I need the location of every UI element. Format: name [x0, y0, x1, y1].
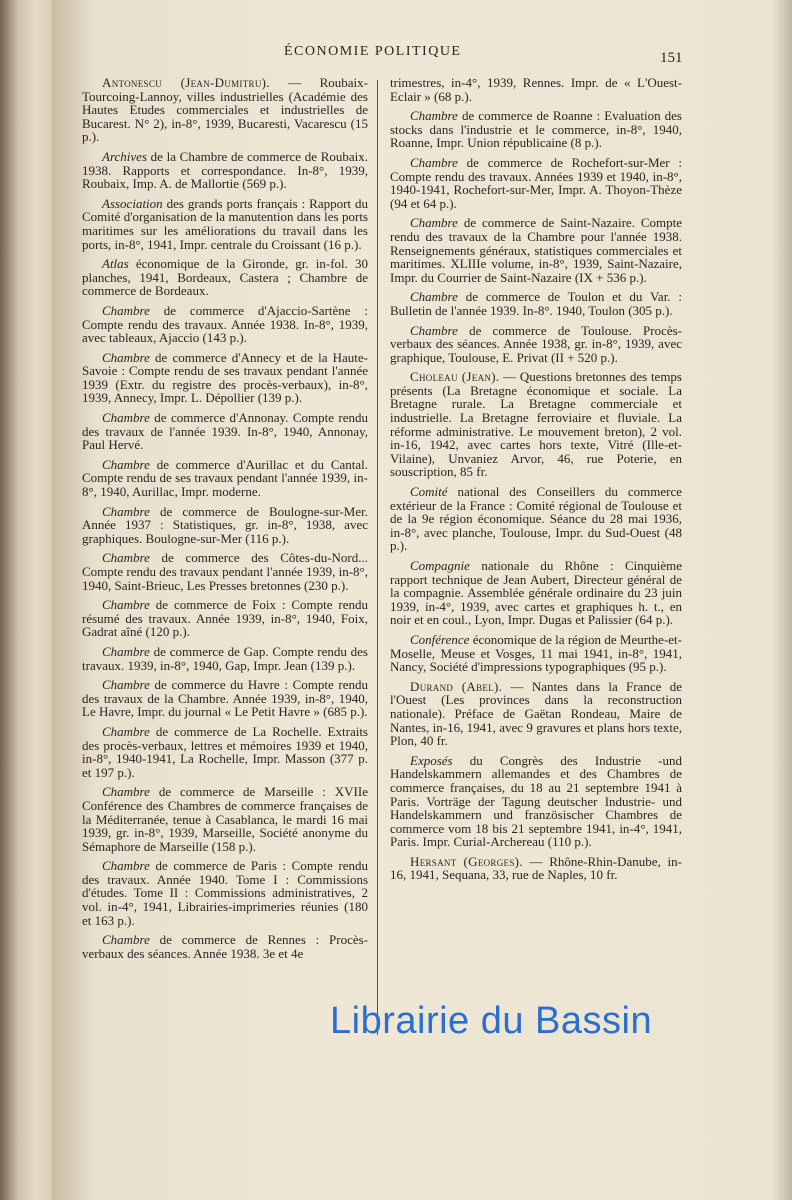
entry-body: — Rhône-Rhin-Danube, in-16, 1941, Sequana, 33, rue de Naples, 10 fr. [390, 853, 682, 883]
entry-body: de commerce de Marseille : XVIIe Conférence des Chambres de commerce françaises de la Méditerranée, tenue à Casablanca, le mardi 16 mai 1939, gr. in-8°, 1939, Marseille, Société anonyme du Sémaphore de Marseille (158 p.). [82, 784, 368, 854]
entry-lead-word: Exposés [410, 752, 453, 768]
entry-lead-word: Chambre [102, 410, 150, 426]
entry-lead-word: Conférence [410, 631, 470, 647]
bibliography-entry [82, 458, 368, 499]
bibliography-entry [82, 505, 368, 546]
entry-body: national des Conseillers du commerce extérieur de la France : Comité régional de Toulouse et de la 9e région économique. Séance du 28 mai 1936, in-8°, avec planche, Toulouse, Impr. du Sud-Ouest (48 p.). [390, 484, 682, 554]
entry-body: — Nantes dans la France de l'Ouest (Les provinces dans la reconstruction nationale). Préface de Gaëtan Rondeau, Maire de Nantes, in-16, 1941, avec 9 gravures et plans hors texte, Plon, 40 fr. [390, 678, 683, 749]
bibliography-entry [390, 109, 682, 150]
entry-lead-word: Chambre [102, 643, 150, 659]
entry-body: de commerce de Rochefort-sur-Mer : Compte rendu des travaux. Années 1939 et 1940, in-8°, 1940-1941, Rochefort-sur-Mer, Impr. A. Thoyon-Thèze (94 et 64 p.). [390, 154, 682, 211]
entry-body: de commerce de Roanne : Evaluation des stocks dans l'industrie et le commerce, in-8°, 1940, Roanne, Impr. Union républicaine (8 p.). [390, 108, 682, 151]
entry-body: de commerce d'Aurillac et du Cantal. Compte rendu de ses travaux pendant l'année 1939, in-8°, 1940, Aurillac, Impr. moderne. [82, 456, 368, 500]
bibliography-entry [390, 633, 682, 674]
entry-body: des grands ports français : Rapport du Comité d'organisation de la manutention dans les ports maritimes sur les améliorations du travail dans les ports, in-8°, 1941, Impr. centrale du Croissant (16 p.). [82, 195, 368, 252]
entry-body: trimestres, in-4°, 1939, Rennes. Impr. de « L'Ouest-Eclair » (68 p.). [390, 75, 682, 104]
bibliography-entry [390, 680, 682, 748]
bibliography-entry [390, 290, 682, 317]
entry-body: — Roubaix-Tourcoing-Lannoy, villes industrielles (Académie des Hautes Etudes commerciales et industrielles de Bucarest. N° 2), in-8°, 1939, Bucaresti, Vacarescu (15 p.). [82, 75, 368, 145]
watermark: Librairie du Bassin [330, 1000, 653, 1042]
entry-lead-word: Chambre [102, 550, 150, 566]
entry-body: de commerce de Paris : Compte rendu des travaux. Année 1940. Tome I : Commissions d'études. Tome II : Commissions administratives, 2 vol. in-4°, 1941, Librairies-imprimeries réunies (180 et 163 p.). [82, 858, 368, 928]
page-number: 151 [660, 50, 683, 66]
entry-author: Hersant (Georges). [410, 853, 523, 869]
entry-lead-word: Compagnie [410, 558, 470, 573]
bibliography-entry [390, 76, 682, 103]
entry-body: de commerce de Boulogne-sur-Mer. Année 1937 : Statistiques, gr. in-8°, 1938, avec graphiques. Boulogne-sur-Mer (116 p.). [82, 503, 368, 546]
entry-body: de commerce de Gap. Compte rendu des travaux. 1939, in-8°, 1940, Gap, Impr. Jean (139 p.). [82, 643, 368, 673]
entry-lead-word: Chambre [410, 215, 458, 231]
bibliography-entry [82, 645, 368, 672]
entry-lead-word: Chambre [102, 456, 150, 472]
bibliography-entry [82, 150, 368, 191]
entry-body: de commerce des Côtes-du-Nord... Compte rendu des travaux pendant l'année 1939, in-8°, 1940, Saint-Brieuc, Les Presses bretonnes (230 p.). [82, 550, 368, 593]
bibliography-entry [82, 304, 368, 345]
bibliography-entry [82, 257, 368, 298]
entry-author: Choleau (Jean). [410, 369, 500, 385]
entry-lead-word: Comité [410, 484, 448, 500]
entry-lead-word: Chambre [102, 597, 150, 613]
column-divider [377, 80, 378, 1035]
entry-body: de commerce de Toulouse. Procès-verbaux des séances. Année 1938, gr. in-8°, 1939, avec graphique, Toulouse, E. Privat (II + 520 p.). [390, 322, 682, 365]
entry-body: de commerce de Foix : Compte rendu résumé des travaux. Année 1939, in-8°, 1940, Foix, Gadrat aîné (120 p.). [82, 597, 368, 640]
bleed-through-text [2, 78, 46, 81]
bibliography-entry [82, 76, 368, 144]
entry-body: du Congrès des Industrie -und Handelskammern allemandes et des Chambres de commerce françaises, du 18 au 21 septembre 1941 à Paris. Vorträge der Tagung deutscher Industrie- und Handelskammern und französischer Chambres de commerce vom 18 bis 21 septembre 1941, in-4°, 1941, Paris. Impr. Curial-Archereau (110 p.). [390, 752, 682, 850]
entry-body: économique de la Gironde, gr. in-fol. 30 planches, 1941, Bordeaux, Castera ; Chambre de commerce de Bordeaux. [82, 256, 368, 299]
bibliography-entry [82, 859, 368, 927]
left-column [82, 76, 368, 966]
bibliography-entry [82, 551, 368, 592]
entry-lead-word: Chambre [102, 784, 150, 800]
entry-body: de commerce d'Annecy et de la Haute-Savoie : Compte rendu de ses travaux pendant l'année 1939 (Extr. du registre des procès-verbaux), in-8°, 1939, Annecy, Impr. L. Dépollier (139 p.). [82, 349, 368, 406]
bibliography-entry [390, 754, 682, 849]
entry-lead-word: Chambre [102, 503, 150, 519]
bibliography-entry [82, 351, 368, 405]
entry-author: Durand (Abel). [410, 678, 503, 694]
bibliography-entry [390, 485, 682, 553]
bibliography-entry [82, 197, 368, 251]
entry-author: Antonescu (Jean-Dumitru). [102, 75, 270, 90]
entry-lead-word: Chambre [102, 932, 150, 948]
entry-body: de commerce d'Annonay. Compte rendu des travaux de l'année 1939. In-8°, 1940, Annonay, Paul Hervé. [82, 410, 368, 453]
bibliography-entry [390, 156, 682, 210]
book-gutter [0, 0, 52, 1200]
bibliography-entry [390, 324, 682, 365]
entry-body: de commerce d'Ajaccio-Sartène : Compte rendu des travaux. Année 1938. In-8°, 1939, avec tableaux, Ajaccio (143 p.). [82, 302, 368, 346]
bibliography-entry [82, 933, 368, 960]
entry-body: nationale du Rhône : Cinquième rapport technique de Jean Aubert, Directeur général de la compagnie. Assemblée générale ordinaire du 23 juin 1939, in-4°, 1939, avec cartes et graphiques h. t., en noir et en coul., Lyon, Impr. Dugas et Palissier (64 p.). [390, 558, 682, 628]
bibliography-entry [390, 370, 682, 479]
entry-lead-word: Chambre [102, 302, 150, 318]
page-edge-shadow [772, 0, 792, 1200]
entry-lead-word: Atlas [102, 256, 129, 272]
entry-body: de commerce du Havre : Compte rendu des travaux de la Chambre. Année 1939, in-8°, 1940, Le Havre, Impr. du journal « Le Petit Havre » (685 p.). [82, 677, 368, 720]
bibliography-entry [82, 598, 368, 639]
entry-lead-word: Chambre [410, 108, 458, 124]
right-column [390, 76, 682, 888]
bibliography-entry [82, 785, 368, 853]
entry-lead-word: Chambre [102, 349, 150, 365]
bibliography-entry [82, 411, 368, 452]
bibliography-entry [82, 725, 368, 779]
running-title: ÉCONOMIE POLITIQUE [284, 44, 462, 59]
entry-body: de commerce de Saint-Nazaire. Compte rendu des travaux de la Chambre pour l'année 1938. Renseignements généraux, statistiques commerciales et maritimes. XLIIIe volume, in-8°, 1939, Saint-Nazaire, Impr. du Courrier de Saint-Nazaire (IX + 536 p.). [390, 215, 682, 285]
entry-lead-word: Association [102, 195, 163, 211]
bibliography-entry [390, 559, 682, 627]
entry-lead-word: Chambre [102, 723, 150, 739]
entry-body: de la Chambre de commerce de Roubaix. 1938. Rapports et correspondance. In-8°, 1939, Roubaix, Imp. A. de Mallortie (569 p.). [82, 148, 368, 192]
entry-lead-word: Chambre [102, 677, 150, 693]
entry-lead-word: Chambre [410, 289, 458, 305]
bibliography-entry [82, 678, 368, 719]
bibliography-entry [390, 855, 682, 882]
entry-lead-word: Chambre [410, 322, 458, 338]
entry-body: — Questions bretonnes des temps présents (La Bretagne économique et sociale. La Bretagne rurale. La Bretagne commerciale et industrielle. La Bretagne ferroviaire et fluviale. La réforme administrative. Le mouvement breton), 2 vol. in-16, 1942, avec cartes hors texte, Vitré (Ille-et-Vilaine), Unvaniez Arvor, 46, rue Poterie, en souscription, 85 fr. [390, 369, 682, 480]
entry-body: de commerce de Rennes : Procès-verbaux des séances. Année 1938. 3e et 4e [82, 932, 368, 961]
entry-body: de commerce de Toulon et du Var. : Bulletin de l'année 1939. In-8°. 1940, Toulon (305 p.). [390, 289, 682, 318]
entry-lead-word: Archives [102, 148, 147, 164]
entry-lead-word: Chambre [410, 154, 458, 170]
entry-body: économique de la région de Meurthe-et-Moselle, Meuse et Vosges, 11 mai 1941, in-8°, 1941, Nancy, Société d'impressions typographiques (95 p.). [390, 631, 682, 675]
entry-body: de commerce de La Rochelle. Extraits des procès-verbaux, lettres et mémoires 1939 et 1940, in-8°, 1940-1941, La Rochelle, Impr. Masson (377 p. et 197 p.). [82, 723, 368, 780]
bibliography-entry [390, 216, 682, 284]
entry-lead-word: Chambre [102, 858, 150, 874]
